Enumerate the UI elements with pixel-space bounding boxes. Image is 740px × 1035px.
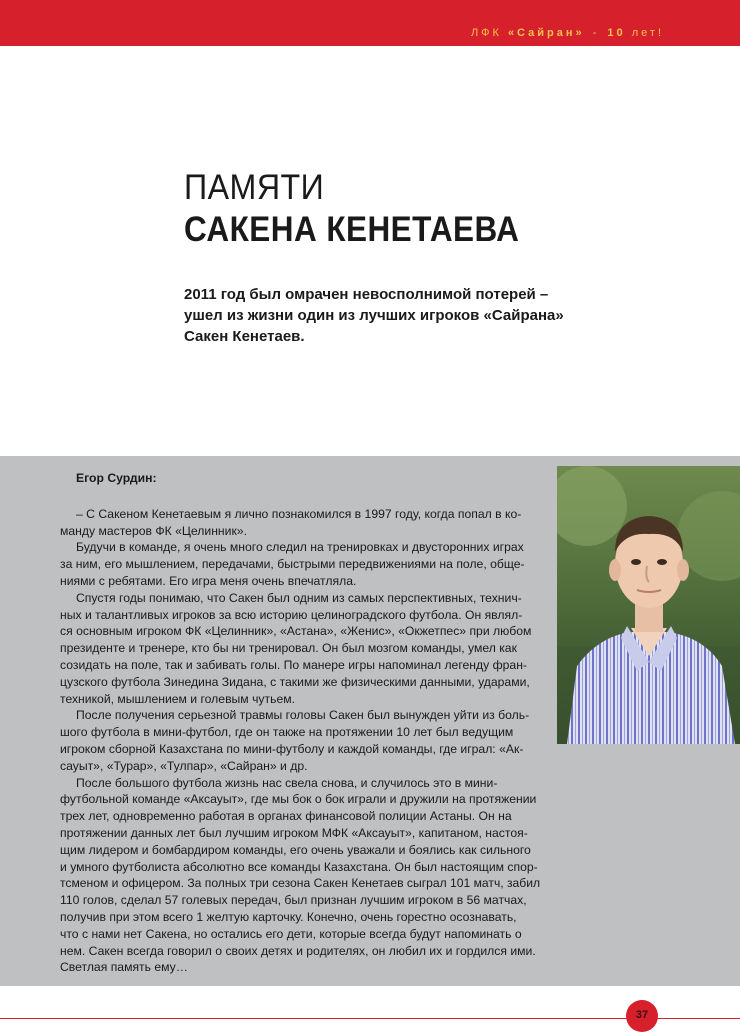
article-line: ниями с ребятами. Его игра меня очень впечатляла. bbox=[60, 573, 357, 588]
article-line: шого футбола в мини-футбол, где он также на протяжении 10 лет был ведущим bbox=[60, 725, 514, 740]
article-line: футбольной команде «Аксауыт», где мы бок о бок играли и дружили на протяжении bbox=[60, 792, 537, 807]
article-line: тсменом и офицером. За полных три сезона Сакен Кенетаев сыграл 101 матч, забил bbox=[60, 876, 541, 891]
header-bar bbox=[0, 0, 740, 46]
page-number: 37 bbox=[635, 1009, 649, 1021]
article-line: сауыт», «Турар», «Тулпар», «Сайран» и др. bbox=[60, 758, 308, 773]
header-brand bbox=[471, 27, 664, 39]
brand-prefix: ЛФК bbox=[471, 27, 502, 39]
article-line: получив при этом всего 1 желтую карточку. Конечно, очень горестно осознавать, bbox=[60, 909, 517, 924]
lead-line: Сакен Кенетаев. bbox=[184, 328, 305, 345]
page-title-line1: ПАМЯТИ bbox=[184, 168, 325, 207]
lead-paragraph bbox=[184, 284, 604, 347]
portrait-image bbox=[557, 466, 740, 744]
article-line: техникой, мышлением и голевым чутьем. bbox=[60, 691, 295, 706]
article-line: нем. Сакен всегда говорил о своих детях и родителях, он любил их и гордился ими. bbox=[60, 943, 536, 958]
article-line: протяжении данных лет был лучшим игроком МФК «Аксауыт», капитаном, настоя- bbox=[60, 825, 528, 840]
article-line: После получения серьезной травмы головы Сакен был вынужден уйти из боль- bbox=[76, 708, 530, 723]
brand-separator: - bbox=[592, 27, 600, 39]
article-line: за ним, его мышлением, передачами, быстрыми передвижениями на поле, обще- bbox=[60, 557, 525, 572]
article-line: манду мастеров ФК «Целинник». bbox=[60, 523, 247, 538]
article-line: 110 голов, сделал 57 голевых передач, был признан лучшим игроком в 56 матчах, bbox=[60, 893, 527, 908]
brand-suffix: лет! bbox=[631, 27, 664, 39]
article-body bbox=[60, 470, 540, 976]
article-author: Егор Сурдин: bbox=[76, 471, 157, 485]
article-line: трех лет, одновременно работая в органах финансовой полиции Астаны. Он на bbox=[60, 809, 512, 824]
article-line: что с нами нет Сакена, но остались его дети, которые всегда будут напоминать о bbox=[60, 926, 522, 941]
page-title-line2: САКЕНА КЕНЕТАЕВА bbox=[184, 210, 520, 249]
lead-line: ушел из жизни один из лучших игроков «Сайрана» bbox=[184, 307, 564, 324]
article-line: и умного футболиста абсолютно все команды Казахстана. Он был настоящим спор- bbox=[60, 859, 538, 874]
article-line: Будучи в команде, я очень много следил на тренировках и двусторонних играх bbox=[76, 540, 524, 555]
article-line: игроком сборной Казахстана по мини-футболу и каждой команды, где играл: «Ак- bbox=[60, 741, 524, 756]
article-line: цузского футбола Зинедина Зидана, с такими же физическими данными, ударами, bbox=[60, 674, 530, 689]
article-line: – С Сакеном Кенетаевым я лично познакомился в 1997 году, когда попал в ко- bbox=[76, 506, 522, 521]
article-line: созидать на поле, так и забивать голы. По манере игры напоминал легенду фран- bbox=[60, 657, 527, 672]
article-line: После большого футбола жизнь нас свела снова, и случилось это в мини- bbox=[76, 775, 498, 790]
page-number-badge bbox=[626, 1000, 658, 1032]
article-line: ся основным игроком ФК «Целинник», «Астана», «Женис», «Окжетпес» при любом bbox=[60, 624, 532, 639]
article-line: Светлая память ему… bbox=[60, 960, 188, 975]
brand-name: «Сайран» bbox=[507, 27, 585, 39]
article-line: президенте и тренере, кто бы ни тренировал. Он был мозгом команды, умел как bbox=[60, 641, 517, 656]
portrait-photo bbox=[557, 466, 740, 744]
article-line: Спустя годы понимаю, что Сакен был одним из самых перспективных, технич- bbox=[76, 590, 522, 605]
article-line: щим лидером и бомбардиром команды, его очень уважали и боялись как сильного bbox=[60, 842, 531, 857]
article-line: ных и талантливых игроков за всю историю целиноградского футбола. Он являл- bbox=[60, 607, 523, 622]
brand-number: 10 bbox=[607, 27, 626, 39]
lead-line: 2011 год был омрачен невосполнимой потерей – bbox=[184, 286, 549, 303]
